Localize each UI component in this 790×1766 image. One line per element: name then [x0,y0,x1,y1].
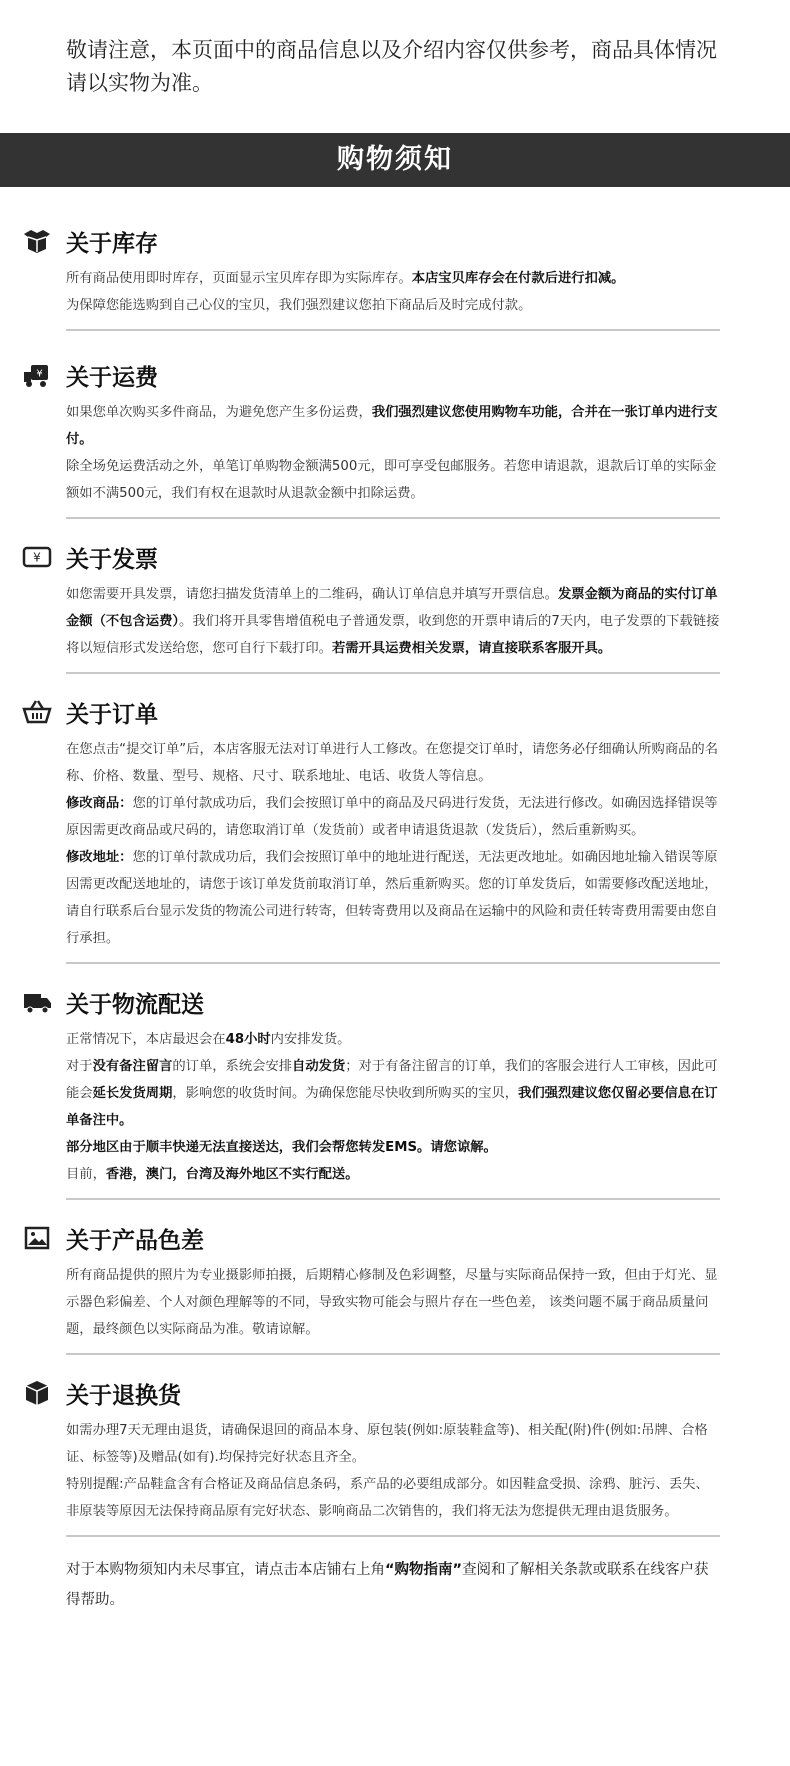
divider [66,329,720,331]
divider [66,1198,720,1200]
section-title: 关于退换货 [66,1382,181,1409]
section-order: 关于订单 在您点击“提交订单”后，本店客服无法对订单进行人工修改。在您提交订单时，请您务必仔细确认所购商品的名称、价格、数量、型号、规格、尺寸、联系地址、电话、收货人等信息。 修改商品：您的订单付款成功后，我们会按照订单中的商品及尺码进行发货，无法进行修改。如确因选择错误等原因需更改商品或尺码的，请您取消订单（发货前）或者申请退货退款（发货后），然后重新购买。 修改地址：您的订单付款成功后，我们会按照订单中的地址进行配送，无法更改地址。如确因地址输入错误等原因需更改配送地址的，请您于该订单发货前取消订单，然后重新购买。您的订单发货后，如需要修改配送地址，请自行联系后台显示发货的物流公司进行转寄，但转寄费用以及商品在运输中的风险和责任转寄费用需要由您自行承担。 [20,692,720,964]
box-icon [20,226,54,256]
section-title: 关于运费 [66,364,158,391]
truck-icon [20,987,54,1017]
section-color-difference: 关于产品色差 所有商品提供的照片为专业摄影师拍摄，后期精心修制及色彩调整，尽量与实际商品保持一致，但由于灯光、显示器色彩偏差、个人对颜色理解等的不同，导致实物可能会与照片存在一些色差， 该类问题不属于商品质量问题，最终颜色以实际商品为准。敬请谅解。 [20,1218,720,1355]
divider [66,1353,720,1355]
picture-icon [20,1223,54,1253]
section-title: 关于产品色差 [66,1227,204,1254]
section-returns: 关于退换货 如需办理7天无理由退货，请确保退回的商品本身、原包装(例如:原装鞋盒等)、相关配(附)件(例如:吊牌、合格证、标签等)及赠品(如有).均保持完好状态且齐全。 特别提醒:产品鞋盒含有合格证及商品信息条码，系产品的必要组成部分。如因鞋盒受损、涂鸦、脏污、丢失、非原装等原因无法保持商品原有完好状态、影响商品二次销售的，我们将无法为您提供无理由退货服务。 [20,1373,720,1537]
footer-help-text: 对于本购物须知内未尽事宜，请点击本店铺右上角“购物指南”查阅和了解相关条款或联系在线客户获得帮助。 [66,1562,709,1608]
svg-text:¥: ¥ [36,368,43,380]
divider [66,1535,720,1537]
section-shipping-fee: ¥ 关于运费 如果您单次购买多件商品，为避免您产生多份运费，我们强烈建议您使用购物车功能，合并在一张订单内进行支付。 除全场免运费活动之外，单笔订单购物金额满500元，即可享受包邮服务。若您申请退款，退款后订单的实际金额如不满500元，我们有权在退款时从退款金额中扣除运费。 [20,355,720,519]
divider [66,672,720,674]
shopping-basket-icon [20,697,54,727]
section-title: 关于物流配送 [66,991,204,1018]
delivery-truck-yen-icon [20,360,54,390]
section-title: 关于库存 [66,230,158,257]
section-logistics: 关于物流配送 正常情况下，本店最迟会在48小时内安排发货。 对于没有备注留言的订单，系统会安排自动发货；对于有备注留言的订单，我们的客服会进行人工审核，因此可能会延长发货周期，影响您的收货时间。为确保您能尽快收到所购买的宝贝，我们强烈建议您仅留必要信息在订单备注中。 部分地区由于顺丰快递无法直接送达，我们会帮您转发EMS。请您谅解。 目前，香港，澳门，台湾及海外地区不实行配送。 [20,982,720,1200]
section-invoice: ¥ 关于发票 如您需要开具发票，请您扫描发货清单上的二维码，确认订单信息并填写开票信息。发票金额为商品的实付订单金额（不包含运费）。我们将开具零售增值税电子普通发票，收到您的开票申请后的7天内，电子发票的下载链接将以短信形式发送给您，您可自行下载打印。若需开具运费相关发票，请直接联系客服开具。 [20,537,720,674]
section-title: 关于发票 [66,546,158,573]
invoice-ticket-icon [20,542,54,572]
shopping-notice-banner: 购物须知 [0,133,790,187]
package-cube-icon [20,1378,54,1408]
svg-text:¥: ¥ [33,550,41,565]
notice-text: 敬请注意，本页面中的商品信息以及介绍内容仅供参考，商品具体情况请以实物为准。 [66,38,717,95]
shopping-guide-link[interactable]: “购物指南” [385,1562,463,1578]
divider [66,517,720,519]
section-stock: 关于库存 所有商品使用即时库存，页面显示宝贝库存即为实际库存。本店宝贝库存会在付款后进行扣减。 为保障您能选购到自己心仪的宝贝，我们强烈建议您拍下商品后及时完成付款。 [20,221,720,331]
section-title: 关于订单 [66,701,158,728]
divider [66,962,720,964]
